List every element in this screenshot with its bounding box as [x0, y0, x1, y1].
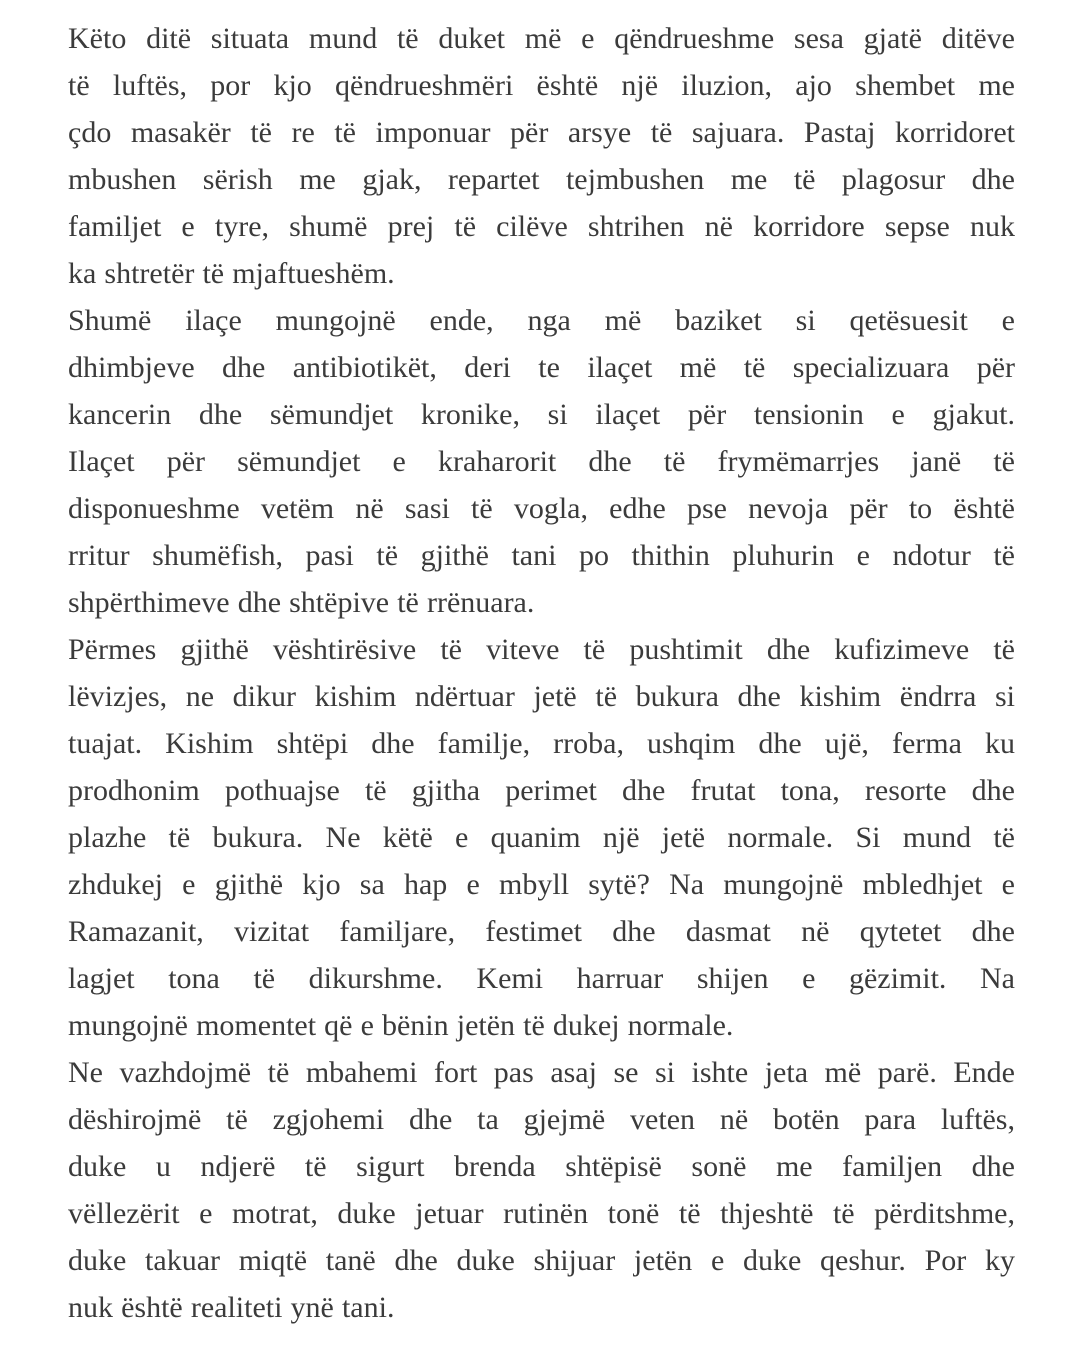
text-line: duke takuar miqtë tanë dhe duke shijuar jetën e duke qeshur. Por ky: [68, 1244, 1015, 1277]
text-line: dhimbjeve dhe antibiotikët, deri te ilaçet më të specializuara për: [68, 351, 1015, 384]
text-line: Ilaçet për sëmundjet e kraharorit dhe të frymëmarrjes janë të: [68, 445, 1015, 478]
text-line: vëllezërit e motrat, duke jetuar rutinën tonë të thjeshtë të përditshme,: [68, 1197, 1015, 1230]
text-line: shpërthimeve dhe shtëpive të rrënuara.: [68, 586, 535, 619]
text-line: plazhe të bukura. Ne këtë e quanim një jetë normale. Si mund të: [68, 821, 1015, 854]
article-body: [68, 15, 1015, 1331]
text-line: ka shtretër të mjaftueshëm.: [68, 257, 395, 290]
text-line: Ne vazhdojmë të mbahemi fort pas asaj se si ishte jeta më parë. Ende: [68, 1056, 1015, 1089]
text-line: duke u ndjerë të sigurt brenda shtëpisë sonë me familjen dhe: [68, 1150, 1015, 1183]
text-line: mbushen sërish me gjak, repartet tejmbushen me të plagosur dhe: [68, 163, 1015, 196]
text-line: rritur shumëfish, pasi të gjithë tani po thithin pluhurin e ndotur të: [68, 539, 1015, 572]
text-line: çdo masakër të re të imponuar për arsye të sajuara. Pastaj korridoret: [68, 116, 1015, 149]
paragraph: [68, 297, 1015, 626]
text-line: të luftës, por kjo qëndrueshmëri është një iluzion, ajo shembet me: [68, 69, 1015, 102]
text-line: dëshirojmë të zgjohemi dhe ta gjejmë veten në botën para luftës,: [68, 1103, 1015, 1136]
text-line: lëvizjes, ne dikur kishim ndërtuar jetë të bukura dhe kishim ëndrra si: [68, 680, 1015, 713]
text-line: Ramazanit, vizitat familjare, festimet dhe dasmat në qytetet dhe: [68, 915, 1015, 948]
text-line: Këto ditë situata mund të duket më e qëndrueshme sesa gjatë ditëve: [68, 22, 1015, 55]
text-line: nuk është realiteti ynë tani.: [68, 1291, 395, 1324]
text-line: Përmes gjithë vështirësive të viteve të pushtimit dhe kufizimeve të: [68, 633, 1015, 666]
paragraph: [68, 1049, 1015, 1331]
paragraph: [68, 15, 1015, 297]
text-line: prodhonim pothuajse të gjitha perimet dhe frutat tona, resorte dhe: [68, 774, 1015, 807]
text-line: lagjet tona të dikurshme. Kemi harruar shijen e gëzimit. Na: [68, 962, 1015, 995]
text-line: kancerin dhe sëmundjet kronike, si ilaçet për tensionin e gjakut.: [68, 398, 1015, 431]
text-line: zhdukej e gjithë kjo sa hap e mbyll sytë? Na mungojnë mbledhjet e: [68, 868, 1015, 901]
text-line: mungojnë momentet që e bënin jetën të dukej normale.: [68, 1009, 734, 1042]
text-line: familjet e tyre, shumë prej të cilëve shtrihen në korridore sepse nuk: [68, 210, 1015, 243]
text-line: tuajat. Kishim shtëpi dhe familje, rroba, ushqim dhe ujë, ferma ku: [68, 727, 1015, 760]
text-line: Shumë ilaçe mungojnë ende, nga më baziket si qetësuesit e: [68, 304, 1015, 337]
paragraph: [68, 626, 1015, 1049]
text-line: disponueshme vetëm në sasi të vogla, edhe pse nevoja për to është: [68, 492, 1015, 525]
